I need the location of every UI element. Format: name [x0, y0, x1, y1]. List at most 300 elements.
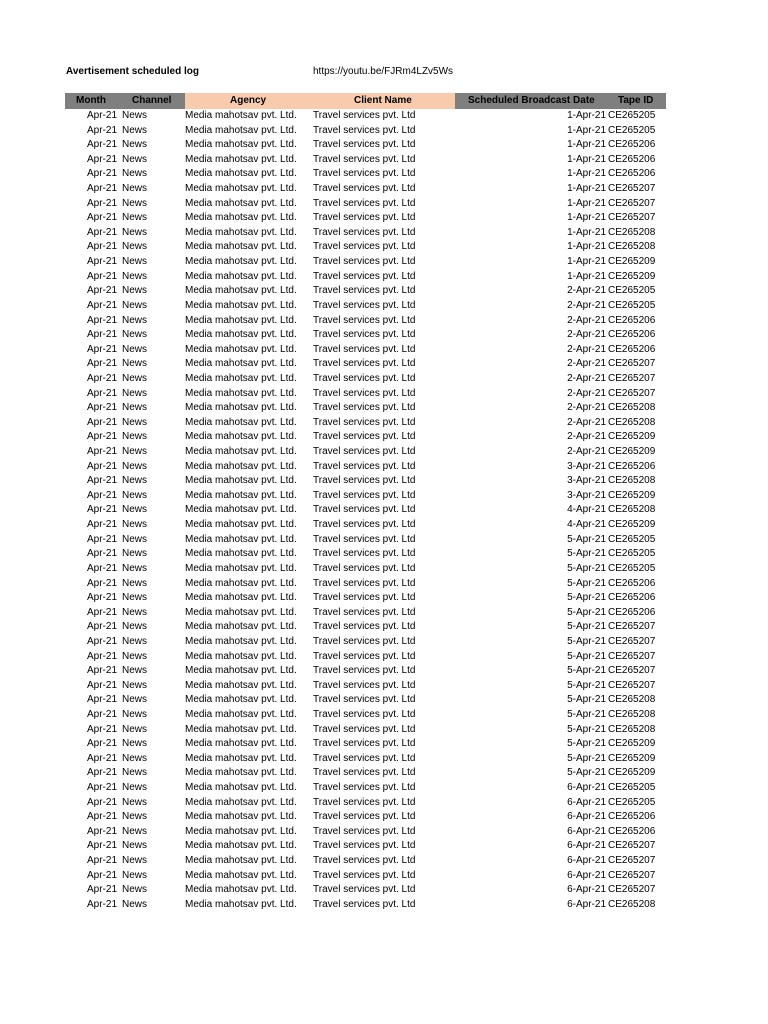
channel-cell[interactable]: News — [122, 372, 148, 384]
client-cell[interactable]: Travel services pvt. Ltd — [313, 241, 416, 253]
tape-id-cell[interactable]: CE265206 — [608, 343, 656, 355]
date-cell[interactable]: 1-Apr-21 — [567, 241, 606, 253]
date-cell[interactable]: 5-Apr-21 — [567, 708, 606, 720]
column-header-client[interactable]: Client Name — [354, 95, 412, 106]
table-row[interactable] — [0, 883, 768, 898]
channel-cell[interactable]: News — [122, 825, 148, 837]
agency-cell[interactable]: Media mahotsav pvt. Ltd. — [185, 329, 297, 341]
channel-cell[interactable]: News — [122, 723, 148, 735]
tape-id-cell[interactable]: CE265206 — [608, 168, 656, 180]
date-cell[interactable]: 6-Apr-21 — [567, 898, 606, 910]
date-cell[interactable]: 1-Apr-21 — [567, 197, 606, 209]
month-cell[interactable]: Apr-21 — [87, 767, 118, 779]
month-cell[interactable]: Apr-21 — [87, 650, 118, 662]
table-row[interactable] — [0, 810, 768, 825]
agency-cell[interactable]: Media mahotsav pvt. Ltd. — [185, 738, 297, 750]
client-cell[interactable]: Travel services pvt. Ltd — [313, 285, 416, 297]
tape-id-cell[interactable]: CE265209 — [608, 446, 656, 458]
table-row[interactable] — [0, 124, 768, 139]
date-cell[interactable]: 5-Apr-21 — [567, 650, 606, 662]
tape-id-cell[interactable]: CE265206 — [608, 577, 656, 589]
month-cell[interactable]: Apr-21 — [87, 562, 118, 574]
month-cell[interactable]: Apr-21 — [87, 299, 118, 311]
agency-cell[interactable]: Media mahotsav pvt. Ltd. — [185, 825, 297, 837]
table-row[interactable] — [0, 299, 768, 314]
client-cell[interactable]: Travel services pvt. Ltd — [313, 270, 416, 282]
client-cell[interactable]: Travel services pvt. Ltd — [313, 635, 416, 647]
agency-cell[interactable]: Media mahotsav pvt. Ltd. — [185, 577, 297, 589]
agency-cell[interactable]: Media mahotsav pvt. Ltd. — [185, 855, 297, 867]
channel-cell[interactable]: News — [122, 139, 148, 151]
month-cell[interactable]: Apr-21 — [87, 489, 118, 501]
tape-id-cell[interactable]: CE265209 — [608, 767, 656, 779]
month-cell[interactable]: Apr-21 — [87, 241, 118, 253]
month-cell[interactable]: Apr-21 — [87, 402, 118, 414]
month-cell[interactable]: Apr-21 — [87, 752, 118, 764]
agency-cell[interactable]: Media mahotsav pvt. Ltd. — [185, 372, 297, 384]
month-cell[interactable]: Apr-21 — [87, 153, 118, 165]
client-cell[interactable]: Travel services pvt. Ltd — [313, 767, 416, 779]
table-row[interactable] — [0, 854, 768, 869]
tape-id-cell[interactable]: CE265207 — [608, 869, 656, 881]
client-cell[interactable]: Travel services pvt. Ltd — [313, 168, 416, 180]
date-cell[interactable]: 5-Apr-21 — [567, 694, 606, 706]
date-cell[interactable]: 1-Apr-21 — [567, 124, 606, 136]
agency-cell[interactable]: Media mahotsav pvt. Ltd. — [185, 723, 297, 735]
client-cell[interactable]: Travel services pvt. Ltd — [313, 752, 416, 764]
column-header-month[interactable]: Month — [76, 95, 106, 106]
date-cell[interactable]: 3-Apr-21 — [567, 460, 606, 472]
client-cell[interactable]: Travel services pvt. Ltd — [313, 358, 416, 370]
channel-cell[interactable]: News — [122, 884, 148, 896]
table-row[interactable] — [0, 693, 768, 708]
month-cell[interactable]: Apr-21 — [87, 504, 118, 516]
month-cell[interactable]: Apr-21 — [87, 446, 118, 458]
column-header-date[interactable]: Scheduled Broadcast Date — [468, 95, 595, 106]
channel-cell[interactable]: News — [122, 548, 148, 560]
channel-cell[interactable]: News — [122, 183, 148, 195]
month-cell[interactable]: Apr-21 — [87, 416, 118, 428]
month-cell[interactable]: Apr-21 — [87, 139, 118, 151]
client-cell[interactable]: Travel services pvt. Ltd — [313, 475, 416, 487]
tape-id-cell[interactable]: CE265206 — [608, 329, 656, 341]
date-cell[interactable]: 6-Apr-21 — [567, 811, 606, 823]
channel-cell[interactable]: News — [122, 767, 148, 779]
date-cell[interactable]: 2-Apr-21 — [567, 416, 606, 428]
tape-id-cell[interactable]: CE265209 — [608, 489, 656, 501]
date-cell[interactable]: 5-Apr-21 — [567, 767, 606, 779]
agency-cell[interactable]: Media mahotsav pvt. Ltd. — [185, 752, 297, 764]
date-cell[interactable]: 5-Apr-21 — [567, 592, 606, 604]
channel-cell[interactable]: News — [122, 606, 148, 618]
client-cell[interactable]: Travel services pvt. Ltd — [313, 110, 416, 121]
client-cell[interactable]: Travel services pvt. Ltd — [313, 562, 416, 574]
tape-id-cell[interactable]: CE265209 — [608, 519, 656, 531]
channel-cell[interactable]: News — [122, 592, 148, 604]
agency-cell[interactable]: Media mahotsav pvt. Ltd. — [185, 679, 297, 691]
table-row[interactable] — [0, 577, 768, 592]
month-cell[interactable]: Apr-21 — [87, 256, 118, 268]
client-cell[interactable]: Travel services pvt. Ltd — [313, 592, 416, 604]
date-cell[interactable]: 5-Apr-21 — [567, 577, 606, 589]
table-row[interactable] — [0, 518, 768, 533]
date-cell[interactable]: 5-Apr-21 — [567, 738, 606, 750]
tape-id-cell[interactable]: CE265205 — [608, 782, 656, 794]
date-cell[interactable]: 2-Apr-21 — [567, 343, 606, 355]
tape-id-cell[interactable]: CE265208 — [608, 694, 656, 706]
client-cell[interactable]: Travel services pvt. Ltd — [313, 650, 416, 662]
client-cell[interactable]: Travel services pvt. Ltd — [313, 606, 416, 618]
client-cell[interactable]: Travel services pvt. Ltd — [313, 256, 416, 268]
agency-cell[interactable]: Media mahotsav pvt. Ltd. — [185, 168, 297, 180]
table-row[interactable] — [0, 197, 768, 212]
agency-cell[interactable]: Media mahotsav pvt. Ltd. — [185, 548, 297, 560]
agency-cell[interactable]: Media mahotsav pvt. Ltd. — [185, 256, 297, 268]
table-row[interactable] — [0, 562, 768, 577]
client-cell[interactable]: Travel services pvt. Ltd — [313, 665, 416, 677]
agency-cell[interactable]: Media mahotsav pvt. Ltd. — [185, 898, 297, 910]
date-cell[interactable]: 2-Apr-21 — [567, 314, 606, 326]
channel-cell[interactable]: News — [122, 679, 148, 691]
table-row[interactable] — [0, 708, 768, 723]
tape-id-cell[interactable]: CE265208 — [608, 241, 656, 253]
tape-id-cell[interactable]: CE265205 — [608, 562, 656, 574]
tape-id-cell[interactable]: CE265209 — [608, 738, 656, 750]
channel-cell[interactable]: News — [122, 446, 148, 458]
client-cell[interactable]: Travel services pvt. Ltd — [313, 402, 416, 414]
table-row[interactable] — [0, 533, 768, 548]
tape-id-cell[interactable]: CE265206 — [608, 460, 656, 472]
client-cell[interactable]: Travel services pvt. Ltd — [313, 504, 416, 516]
client-cell[interactable]: Travel services pvt. Ltd — [313, 416, 416, 428]
table-row[interactable] — [0, 606, 768, 621]
tape-id-cell[interactable]: CE265205 — [608, 796, 656, 808]
table-row[interactable] — [0, 620, 768, 635]
agency-cell[interactable]: Media mahotsav pvt. Ltd. — [185, 460, 297, 472]
tape-id-cell[interactable]: CE265206 — [608, 139, 656, 151]
channel-cell[interactable]: News — [122, 402, 148, 414]
tape-id-cell[interactable]: CE265208 — [608, 708, 656, 720]
table-row[interactable] — [0, 898, 768, 913]
channel-cell[interactable]: News — [122, 241, 148, 253]
month-cell[interactable]: Apr-21 — [87, 270, 118, 282]
agency-cell[interactable]: Media mahotsav pvt. Ltd. — [185, 884, 297, 896]
date-cell[interactable]: 5-Apr-21 — [567, 752, 606, 764]
tape-id-cell[interactable]: CE265207 — [608, 387, 656, 399]
table-row[interactable] — [0, 679, 768, 694]
tape-id-cell[interactable]: CE265207 — [608, 197, 656, 209]
table-row[interactable] — [0, 664, 768, 679]
table-row[interactable] — [0, 869, 768, 884]
tape-id-cell[interactable]: CE265206 — [608, 606, 656, 618]
table-row[interactable] — [0, 357, 768, 372]
date-cell[interactable]: 5-Apr-21 — [567, 562, 606, 574]
agency-cell[interactable]: Media mahotsav pvt. Ltd. — [185, 226, 297, 238]
channel-cell[interactable]: News — [122, 796, 148, 808]
tape-id-cell[interactable]: CE265208 — [608, 402, 656, 414]
channel-cell[interactable]: News — [122, 869, 148, 881]
date-cell[interactable]: 4-Apr-21 — [567, 504, 606, 516]
date-cell[interactable]: 1-Apr-21 — [567, 256, 606, 268]
date-cell[interactable]: 1-Apr-21 — [567, 110, 606, 121]
channel-cell[interactable]: News — [122, 708, 148, 720]
client-cell[interactable]: Travel services pvt. Ltd — [313, 840, 416, 852]
date-cell[interactable]: 1-Apr-21 — [567, 168, 606, 180]
agency-cell[interactable]: Media mahotsav pvt. Ltd. — [185, 840, 297, 852]
tape-id-cell[interactable]: CE265205 — [608, 285, 656, 297]
month-cell[interactable]: Apr-21 — [87, 796, 118, 808]
channel-cell[interactable]: News — [122, 562, 148, 574]
column-header-tape[interactable]: Tape ID — [618, 95, 654, 106]
month-cell[interactable]: Apr-21 — [87, 577, 118, 589]
month-cell[interactable]: Apr-21 — [87, 869, 118, 881]
client-cell[interactable]: Travel services pvt. Ltd — [313, 782, 416, 794]
tape-id-cell[interactable]: CE265207 — [608, 884, 656, 896]
tape-id-cell[interactable]: CE265206 — [608, 592, 656, 604]
month-cell[interactable]: Apr-21 — [87, 679, 118, 691]
month-cell[interactable]: Apr-21 — [87, 431, 118, 443]
client-cell[interactable]: Travel services pvt. Ltd — [313, 679, 416, 691]
date-cell[interactable]: 6-Apr-21 — [567, 840, 606, 852]
date-cell[interactable]: 2-Apr-21 — [567, 431, 606, 443]
table-row[interactable] — [0, 445, 768, 460]
agency-cell[interactable]: Media mahotsav pvt. Ltd. — [185, 197, 297, 209]
channel-cell[interactable]: News — [122, 343, 148, 355]
channel-cell[interactable]: News — [122, 738, 148, 750]
client-cell[interactable]: Travel services pvt. Ltd — [313, 533, 416, 545]
client-cell[interactable]: Travel services pvt. Ltd — [313, 708, 416, 720]
date-cell[interactable]: 5-Apr-21 — [567, 665, 606, 677]
agency-cell[interactable]: Media mahotsav pvt. Ltd. — [185, 285, 297, 297]
client-cell[interactable]: Travel services pvt. Ltd — [313, 723, 416, 735]
tape-id-cell[interactable]: CE265206 — [608, 153, 656, 165]
channel-cell[interactable]: News — [122, 621, 148, 633]
column-header-channel[interactable]: Channel — [132, 95, 172, 106]
date-cell[interactable]: 4-Apr-21 — [567, 519, 606, 531]
date-cell[interactable]: 1-Apr-21 — [567, 226, 606, 238]
tape-id-cell[interactable]: CE265205 — [608, 110, 656, 121]
date-cell[interactable]: 2-Apr-21 — [567, 402, 606, 414]
table-row[interactable] — [0, 416, 768, 431]
tape-id-cell[interactable]: CE265208 — [608, 723, 656, 735]
agency-cell[interactable]: Media mahotsav pvt. Ltd. — [185, 635, 297, 647]
tape-id-cell[interactable]: CE265206 — [608, 811, 656, 823]
channel-cell[interactable]: News — [122, 153, 148, 165]
table-row[interactable] — [0, 650, 768, 665]
agency-cell[interactable]: Media mahotsav pvt. Ltd. — [185, 110, 297, 121]
agency-cell[interactable]: Media mahotsav pvt. Ltd. — [185, 402, 297, 414]
client-cell[interactable]: Travel services pvt. Ltd — [313, 299, 416, 311]
channel-cell[interactable]: News — [122, 533, 148, 545]
month-cell[interactable]: Apr-21 — [87, 314, 118, 326]
date-cell[interactable]: 5-Apr-21 — [567, 635, 606, 647]
month-cell[interactable]: Apr-21 — [87, 212, 118, 224]
channel-cell[interactable]: News — [122, 299, 148, 311]
tape-id-cell[interactable]: CE265208 — [608, 898, 656, 910]
agency-cell[interactable]: Media mahotsav pvt. Ltd. — [185, 767, 297, 779]
client-cell[interactable]: Travel services pvt. Ltd — [313, 869, 416, 881]
date-cell[interactable]: 1-Apr-21 — [567, 139, 606, 151]
tape-id-cell[interactable]: CE265208 — [608, 416, 656, 428]
date-cell[interactable]: 2-Apr-21 — [567, 372, 606, 384]
tape-id-cell[interactable]: CE265209 — [608, 270, 656, 282]
table-row[interactable] — [0, 372, 768, 387]
client-cell[interactable]: Travel services pvt. Ltd — [313, 226, 416, 238]
tape-id-cell[interactable]: CE265207 — [608, 840, 656, 852]
channel-cell[interactable]: News — [122, 489, 148, 501]
month-cell[interactable]: Apr-21 — [87, 606, 118, 618]
channel-cell[interactable]: News — [122, 635, 148, 647]
channel-cell[interactable]: News — [122, 694, 148, 706]
client-cell[interactable]: Travel services pvt. Ltd — [313, 343, 416, 355]
tape-id-cell[interactable]: CE265209 — [608, 431, 656, 443]
month-cell[interactable]: Apr-21 — [87, 387, 118, 399]
client-cell[interactable]: Travel services pvt. Ltd — [313, 197, 416, 209]
client-cell[interactable]: Travel services pvt. Ltd — [313, 577, 416, 589]
table-row[interactable] — [0, 109, 768, 124]
channel-cell[interactable]: News — [122, 168, 148, 180]
client-cell[interactable]: Travel services pvt. Ltd — [313, 460, 416, 472]
date-cell[interactable]: 6-Apr-21 — [567, 825, 606, 837]
date-cell[interactable]: 5-Apr-21 — [567, 533, 606, 545]
agency-cell[interactable]: Media mahotsav pvt. Ltd. — [185, 811, 297, 823]
date-cell[interactable]: 6-Apr-21 — [567, 884, 606, 896]
client-cell[interactable]: Travel services pvt. Ltd — [313, 329, 416, 341]
client-cell[interactable]: Travel services pvt. Ltd — [313, 519, 416, 531]
channel-cell[interactable]: News — [122, 577, 148, 589]
month-cell[interactable]: Apr-21 — [87, 124, 118, 136]
month-cell[interactable]: Apr-21 — [87, 665, 118, 677]
channel-cell[interactable]: News — [122, 752, 148, 764]
month-cell[interactable]: Apr-21 — [87, 694, 118, 706]
table-row[interactable] — [0, 503, 768, 518]
tape-id-cell[interactable]: CE265208 — [608, 475, 656, 487]
agency-cell[interactable]: Media mahotsav pvt. Ltd. — [185, 475, 297, 487]
table-row[interactable] — [0, 270, 768, 285]
agency-cell[interactable]: Media mahotsav pvt. Ltd. — [185, 562, 297, 574]
month-cell[interactable]: Apr-21 — [87, 723, 118, 735]
table-row[interactable] — [0, 226, 768, 241]
table-row[interactable] — [0, 314, 768, 329]
date-cell[interactable]: 6-Apr-21 — [567, 869, 606, 881]
agency-cell[interactable]: Media mahotsav pvt. Ltd. — [185, 270, 297, 282]
date-cell[interactable]: 1-Apr-21 — [567, 183, 606, 195]
month-cell[interactable]: Apr-21 — [87, 855, 118, 867]
date-cell[interactable]: 2-Apr-21 — [567, 299, 606, 311]
tape-id-cell[interactable]: CE265205 — [608, 124, 656, 136]
table-row[interactable] — [0, 153, 768, 168]
agency-cell[interactable]: Media mahotsav pvt. Ltd. — [185, 139, 297, 151]
channel-cell[interactable]: News — [122, 898, 148, 910]
month-cell[interactable]: Apr-21 — [87, 898, 118, 910]
client-cell[interactable]: Travel services pvt. Ltd — [313, 183, 416, 195]
channel-cell[interactable]: News — [122, 226, 148, 238]
date-cell[interactable]: 2-Apr-21 — [567, 358, 606, 370]
channel-cell[interactable]: News — [122, 650, 148, 662]
channel-cell[interactable]: News — [122, 270, 148, 282]
client-cell[interactable]: Travel services pvt. Ltd — [313, 124, 416, 136]
table-row[interactable] — [0, 430, 768, 445]
month-cell[interactable]: Apr-21 — [87, 110, 118, 121]
table-row[interactable] — [0, 489, 768, 504]
date-cell[interactable]: 3-Apr-21 — [567, 475, 606, 487]
agency-cell[interactable]: Media mahotsav pvt. Ltd. — [185, 606, 297, 618]
agency-cell[interactable]: Media mahotsav pvt. Ltd. — [185, 212, 297, 224]
client-cell[interactable]: Travel services pvt. Ltd — [313, 431, 416, 443]
date-cell[interactable]: 1-Apr-21 — [567, 270, 606, 282]
channel-cell[interactable]: News — [122, 212, 148, 224]
month-cell[interactable]: Apr-21 — [87, 226, 118, 238]
agency-cell[interactable]: Media mahotsav pvt. Ltd. — [185, 650, 297, 662]
month-cell[interactable]: Apr-21 — [87, 519, 118, 531]
agency-cell[interactable]: Media mahotsav pvt. Ltd. — [185, 416, 297, 428]
agency-cell[interactable]: Media mahotsav pvt. Ltd. — [185, 708, 297, 720]
client-cell[interactable]: Travel services pvt. Ltd — [313, 694, 416, 706]
agency-cell[interactable]: Media mahotsav pvt. Ltd. — [185, 241, 297, 253]
agency-cell[interactable]: Media mahotsav pvt. Ltd. — [185, 694, 297, 706]
tape-id-cell[interactable]: CE265205 — [608, 533, 656, 545]
date-cell[interactable]: 2-Apr-21 — [567, 285, 606, 297]
table-row[interactable] — [0, 255, 768, 270]
date-cell[interactable]: 1-Apr-21 — [567, 153, 606, 165]
tape-id-cell[interactable]: CE265208 — [608, 504, 656, 516]
table-row[interactable] — [0, 474, 768, 489]
client-cell[interactable]: Travel services pvt. Ltd — [313, 855, 416, 867]
table-row[interactable] — [0, 211, 768, 226]
channel-cell[interactable]: News — [122, 387, 148, 399]
agency-cell[interactable]: Media mahotsav pvt. Ltd. — [185, 592, 297, 604]
table-row[interactable] — [0, 240, 768, 255]
table-row[interactable] — [0, 752, 768, 767]
month-cell[interactable]: Apr-21 — [87, 460, 118, 472]
date-cell[interactable]: 1-Apr-21 — [567, 212, 606, 224]
client-cell[interactable]: Travel services pvt. Ltd — [313, 314, 416, 326]
table-row[interactable] — [0, 387, 768, 402]
table-row[interactable] — [0, 167, 768, 182]
month-cell[interactable]: Apr-21 — [87, 343, 118, 355]
agency-cell[interactable]: Media mahotsav pvt. Ltd. — [185, 446, 297, 458]
client-cell[interactable]: Travel services pvt. Ltd — [313, 621, 416, 633]
tape-id-cell[interactable]: CE265205 — [608, 548, 656, 560]
agency-cell[interactable]: Media mahotsav pvt. Ltd. — [185, 343, 297, 355]
tape-id-cell[interactable]: CE265209 — [608, 256, 656, 268]
agency-cell[interactable]: Media mahotsav pvt. Ltd. — [185, 314, 297, 326]
channel-cell[interactable]: News — [122, 314, 148, 326]
table-row[interactable] — [0, 138, 768, 153]
channel-cell[interactable]: News — [122, 197, 148, 209]
date-cell[interactable]: 3-Apr-21 — [567, 489, 606, 501]
tape-id-cell[interactable]: CE265206 — [608, 825, 656, 837]
date-cell[interactable]: 5-Apr-21 — [567, 723, 606, 735]
channel-cell[interactable]: News — [122, 329, 148, 341]
client-cell[interactable]: Travel services pvt. Ltd — [313, 489, 416, 501]
month-cell[interactable]: Apr-21 — [87, 621, 118, 633]
table-row[interactable] — [0, 284, 768, 299]
month-cell[interactable]: Apr-21 — [87, 825, 118, 837]
tape-id-cell[interactable]: CE265207 — [608, 358, 656, 370]
channel-cell[interactable]: News — [122, 460, 148, 472]
table-row[interactable] — [0, 547, 768, 562]
table-row[interactable] — [0, 766, 768, 781]
table-row[interactable] — [0, 328, 768, 343]
channel-cell[interactable]: News — [122, 504, 148, 516]
date-cell[interactable]: 6-Apr-21 — [567, 855, 606, 867]
month-cell[interactable]: Apr-21 — [87, 533, 118, 545]
table-row[interactable] — [0, 182, 768, 197]
agency-cell[interactable]: Media mahotsav pvt. Ltd. — [185, 869, 297, 881]
tape-id-cell[interactable]: CE265207 — [608, 650, 656, 662]
client-cell[interactable]: Travel services pvt. Ltd — [313, 212, 416, 224]
